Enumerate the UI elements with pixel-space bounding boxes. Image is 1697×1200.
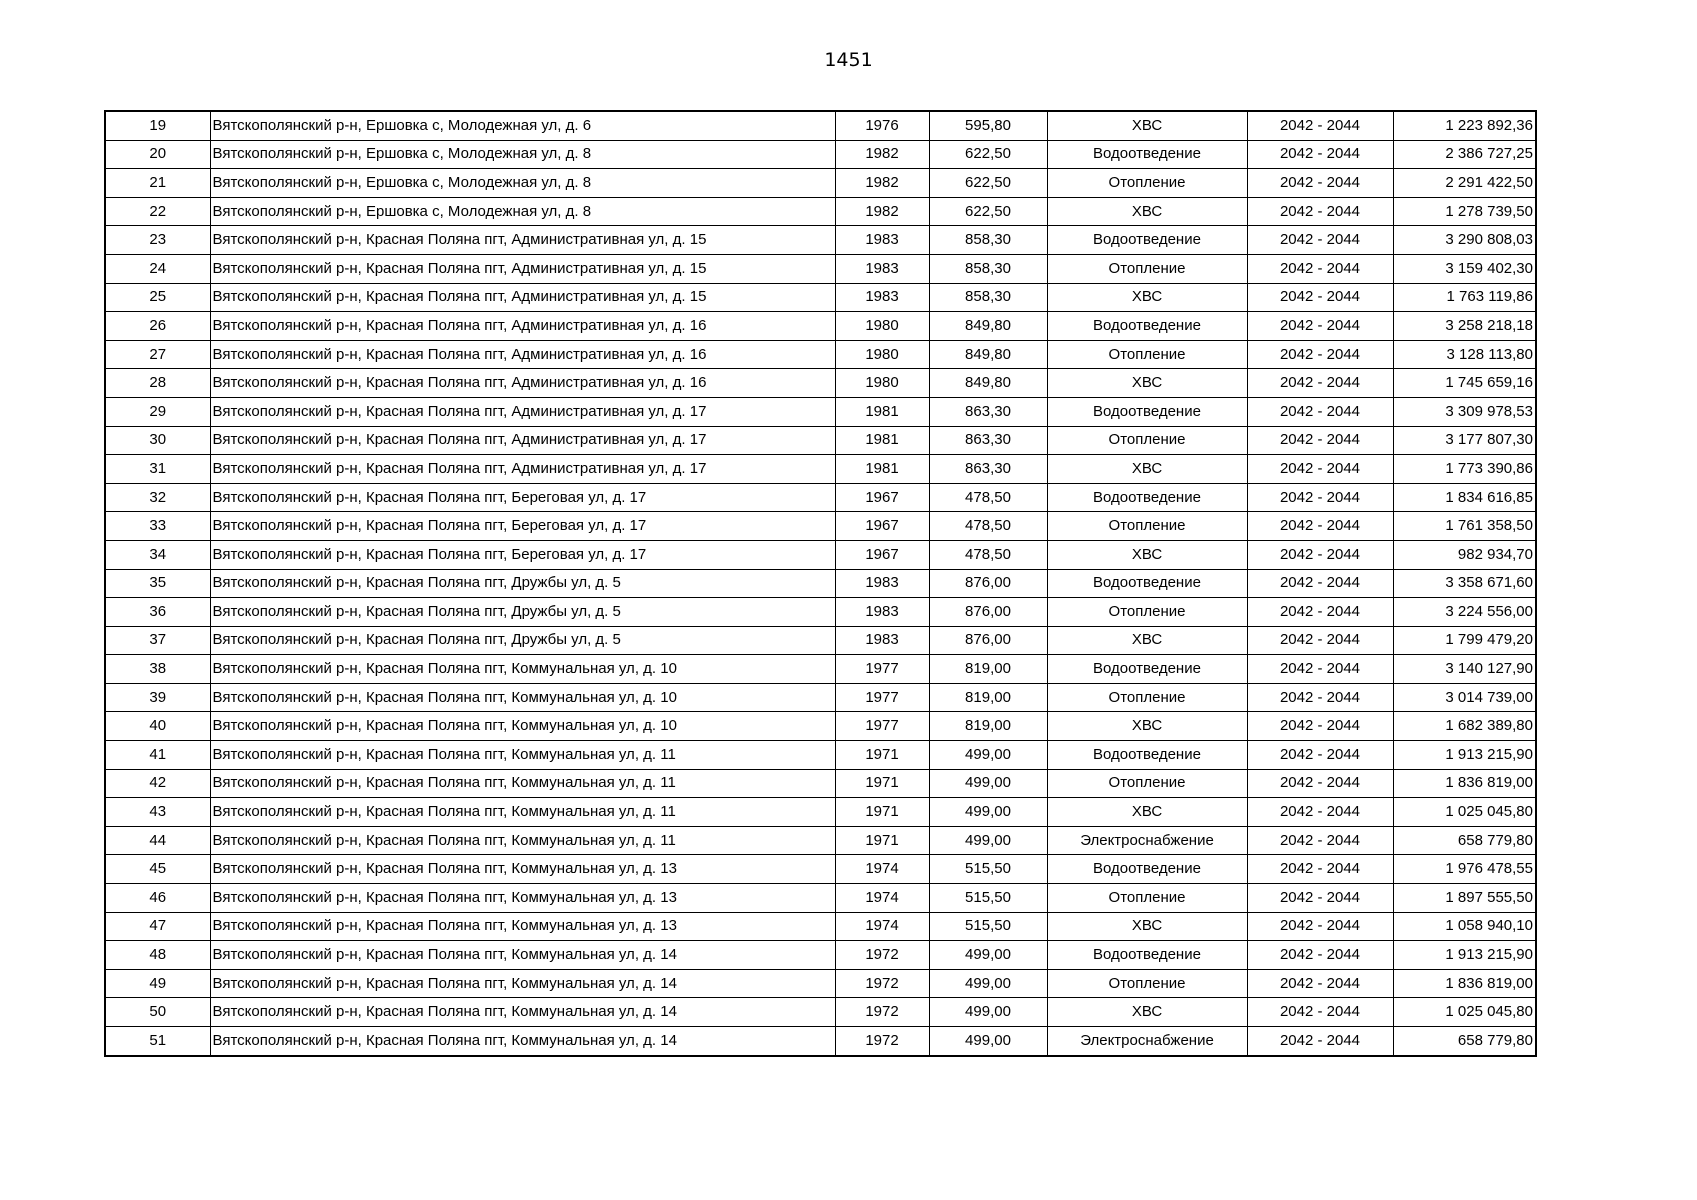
cost-cell: 1 773 390,86 (1393, 455, 1536, 484)
service-cell: Водоотведение (1047, 397, 1247, 426)
address-cell: Вятскополянский р-н, Ершовка с, Молодежная ул, д. 6 (210, 111, 835, 140)
cost-cell: 658 779,80 (1393, 1027, 1536, 1056)
period-cell: 2042 - 2044 (1247, 540, 1393, 569)
table-row (105, 683, 1536, 712)
row-number-cell: 45 (105, 855, 210, 884)
period-cell: 2042 - 2044 (1247, 140, 1393, 169)
year-cell: 1983 (835, 598, 929, 627)
area-cell: 858,30 (929, 254, 1047, 283)
service-cell: Отопление (1047, 512, 1247, 541)
period-cell: 2042 - 2044 (1247, 1027, 1393, 1056)
area-cell: 515,50 (929, 884, 1047, 913)
cost-cell: 1 834 616,85 (1393, 483, 1536, 512)
area-cell: 876,00 (929, 569, 1047, 598)
area-cell: 849,80 (929, 369, 1047, 398)
service-cell: Отопление (1047, 169, 1247, 198)
address-cell: Вятскополянский р-н, Красная Поляна пгт, Коммунальная ул, д. 13 (210, 884, 835, 913)
service-cell: Электроснабжение (1047, 1027, 1247, 1056)
address-cell: Вятскополянский р-н, Красная Поляна пгт, Административная ул, д. 15 (210, 226, 835, 255)
area-cell: 819,00 (929, 712, 1047, 741)
cost-cell: 1 745 659,16 (1393, 369, 1536, 398)
table-row (105, 655, 1536, 684)
period-cell: 2042 - 2044 (1247, 169, 1393, 198)
table-row (105, 111, 1536, 140)
year-cell: 1980 (835, 340, 929, 369)
table-row (105, 941, 1536, 970)
service-cell: ХВС (1047, 912, 1247, 941)
year-cell: 1972 (835, 1027, 929, 1056)
table-row (105, 312, 1536, 341)
area-cell: 819,00 (929, 683, 1047, 712)
service-cell: Водоотведение (1047, 569, 1247, 598)
row-number-cell: 24 (105, 254, 210, 283)
service-cell: Отопление (1047, 340, 1247, 369)
area-cell: 595,80 (929, 111, 1047, 140)
table-row (105, 855, 1536, 884)
period-cell: 2042 - 2044 (1247, 998, 1393, 1027)
area-cell: 499,00 (929, 741, 1047, 770)
service-cell: ХВС (1047, 369, 1247, 398)
address-cell: Вятскополянский р-н, Красная Поляна пгт, Коммунальная ул, д. 11 (210, 769, 835, 798)
row-number-cell: 35 (105, 569, 210, 598)
row-number-cell: 36 (105, 598, 210, 627)
year-cell: 1982 (835, 169, 929, 198)
year-cell: 1976 (835, 111, 929, 140)
cost-cell: 658 779,80 (1393, 826, 1536, 855)
year-cell: 1971 (835, 826, 929, 855)
service-cell: Водоотведение (1047, 226, 1247, 255)
year-cell: 1972 (835, 941, 929, 970)
cost-cell: 2 291 422,50 (1393, 169, 1536, 198)
address-cell: Вятскополянский р-н, Красная Поляна пгт, Коммунальная ул, д. 13 (210, 855, 835, 884)
table-row (105, 826, 1536, 855)
service-cell: ХВС (1047, 455, 1247, 484)
table-row (105, 769, 1536, 798)
area-cell: 863,30 (929, 426, 1047, 455)
row-number-cell: 30 (105, 426, 210, 455)
period-cell: 2042 - 2044 (1247, 683, 1393, 712)
service-cell: ХВС (1047, 998, 1247, 1027)
row-number-cell: 42 (105, 769, 210, 798)
area-cell: 499,00 (929, 826, 1047, 855)
service-cell: Отопление (1047, 683, 1247, 712)
period-cell: 2042 - 2044 (1247, 254, 1393, 283)
table-row (105, 197, 1536, 226)
year-cell: 1983 (835, 254, 929, 283)
table-row (105, 741, 1536, 770)
row-number-cell: 20 (105, 140, 210, 169)
period-cell: 2042 - 2044 (1247, 312, 1393, 341)
table-row (105, 340, 1536, 369)
period-cell: 2042 - 2044 (1247, 369, 1393, 398)
period-cell: 2042 - 2044 (1247, 712, 1393, 741)
area-cell: 858,30 (929, 283, 1047, 312)
area-cell: 515,50 (929, 912, 1047, 941)
service-cell: Отопление (1047, 769, 1247, 798)
year-cell: 1974 (835, 855, 929, 884)
service-cell: Электроснабжение (1047, 826, 1247, 855)
period-cell: 2042 - 2044 (1247, 798, 1393, 827)
cost-cell: 1 278 739,50 (1393, 197, 1536, 226)
table-row (105, 254, 1536, 283)
table-row (105, 540, 1536, 569)
period-cell: 2042 - 2044 (1247, 397, 1393, 426)
row-number-cell: 39 (105, 683, 210, 712)
cost-cell: 2 386 727,25 (1393, 140, 1536, 169)
row-number-cell: 22 (105, 197, 210, 226)
area-cell: 876,00 (929, 626, 1047, 655)
table-row (105, 712, 1536, 741)
service-cell: Отопление (1047, 598, 1247, 627)
cost-cell: 3 224 556,00 (1393, 598, 1536, 627)
cost-cell: 1 913 215,90 (1393, 941, 1536, 970)
address-cell: Вятскополянский р-н, Красная Поляна пгт, Дружбы ул, д. 5 (210, 626, 835, 655)
cost-cell: 1 836 819,00 (1393, 969, 1536, 998)
period-cell: 2042 - 2044 (1247, 655, 1393, 684)
area-cell: 499,00 (929, 941, 1047, 970)
row-number-cell: 41 (105, 741, 210, 770)
address-cell: Вятскополянский р-н, Красная Поляна пгт, Административная ул, д. 16 (210, 369, 835, 398)
address-cell: Вятскополянский р-н, Красная Поляна пгт, Коммунальная ул, д. 14 (210, 998, 835, 1027)
cost-cell: 1 836 819,00 (1393, 769, 1536, 798)
cost-cell: 3 159 402,30 (1393, 254, 1536, 283)
cost-cell: 1 025 045,80 (1393, 998, 1536, 1027)
period-cell: 2042 - 2044 (1247, 426, 1393, 455)
service-cell: Водоотведение (1047, 855, 1247, 884)
row-number-cell: 19 (105, 111, 210, 140)
table-row (105, 969, 1536, 998)
cost-cell: 3 309 978,53 (1393, 397, 1536, 426)
row-number-cell: 29 (105, 397, 210, 426)
service-cell: Водоотведение (1047, 655, 1247, 684)
area-cell: 863,30 (929, 455, 1047, 484)
table-row (105, 512, 1536, 541)
period-cell: 2042 - 2044 (1247, 626, 1393, 655)
year-cell: 1980 (835, 312, 929, 341)
year-cell: 1977 (835, 683, 929, 712)
address-cell: Вятскополянский р-н, Красная Поляна пгт, Административная ул, д. 17 (210, 397, 835, 426)
address-cell: Вятскополянский р-н, Красная Поляна пгт, Коммунальная ул, д. 10 (210, 712, 835, 741)
table-row (105, 598, 1536, 627)
period-cell: 2042 - 2044 (1247, 941, 1393, 970)
period-cell: 2042 - 2044 (1247, 826, 1393, 855)
cost-cell: 3 290 808,03 (1393, 226, 1536, 255)
service-cell: Водоотведение (1047, 941, 1247, 970)
table-row (105, 397, 1536, 426)
service-cell: Отопление (1047, 884, 1247, 913)
area-cell: 478,50 (929, 540, 1047, 569)
row-number-cell: 28 (105, 369, 210, 398)
table-row (105, 998, 1536, 1027)
row-number-cell: 38 (105, 655, 210, 684)
service-cell: Водоотведение (1047, 741, 1247, 770)
period-cell: 2042 - 2044 (1247, 111, 1393, 140)
year-cell: 1967 (835, 540, 929, 569)
cost-cell: 3 014 739,00 (1393, 683, 1536, 712)
cost-cell: 1 897 555,50 (1393, 884, 1536, 913)
period-cell: 2042 - 2044 (1247, 741, 1393, 770)
table-row (105, 369, 1536, 398)
service-cell: Отопление (1047, 969, 1247, 998)
area-cell: 819,00 (929, 655, 1047, 684)
cost-cell: 1 058 940,10 (1393, 912, 1536, 941)
year-cell: 1983 (835, 283, 929, 312)
area-cell: 478,50 (929, 483, 1047, 512)
cost-cell: 1 223 892,36 (1393, 111, 1536, 140)
period-cell: 2042 - 2044 (1247, 569, 1393, 598)
year-cell: 1983 (835, 626, 929, 655)
area-cell: 849,80 (929, 340, 1047, 369)
year-cell: 1983 (835, 569, 929, 598)
cost-cell: 3 140 127,90 (1393, 655, 1536, 684)
address-cell: Вятскополянский р-н, Красная Поляна пгт, Коммунальная ул, д. 11 (210, 798, 835, 827)
area-cell: 858,30 (929, 226, 1047, 255)
address-cell: Вятскополянский р-н, Ершовка с, Молодежная ул, д. 8 (210, 197, 835, 226)
address-cell: Вятскополянский р-н, Красная Поляна пгт, Коммунальная ул, д. 14 (210, 941, 835, 970)
year-cell: 1977 (835, 712, 929, 741)
period-cell: 2042 - 2044 (1247, 912, 1393, 941)
year-cell: 1982 (835, 197, 929, 226)
table-row (105, 569, 1536, 598)
service-cell: Отопление (1047, 426, 1247, 455)
service-cell: ХВС (1047, 197, 1247, 226)
row-number-cell: 46 (105, 884, 210, 913)
address-cell: Вятскополянский р-н, Красная Поляна пгт, Административная ул, д. 16 (210, 312, 835, 341)
row-number-cell: 37 (105, 626, 210, 655)
year-cell: 1983 (835, 226, 929, 255)
row-number-cell: 48 (105, 941, 210, 970)
address-cell: Вятскополянский р-н, Ершовка с, Молодежная ул, д. 8 (210, 169, 835, 198)
row-number-cell: 25 (105, 283, 210, 312)
address-cell: Вятскополянский р-н, Красная Поляна пгт, Административная ул, д. 16 (210, 340, 835, 369)
area-cell: 499,00 (929, 1027, 1047, 1056)
address-cell: Вятскополянский р-н, Красная Поляна пгт, Коммунальная ул, д. 11 (210, 741, 835, 770)
service-cell: ХВС (1047, 540, 1247, 569)
address-cell: Вятскополянский р-н, Красная Поляна пгт, Дружбы ул, д. 5 (210, 569, 835, 598)
area-cell: 499,00 (929, 769, 1047, 798)
table-row (105, 626, 1536, 655)
year-cell: 1974 (835, 912, 929, 941)
period-cell: 2042 - 2044 (1247, 598, 1393, 627)
table-row (105, 884, 1536, 913)
service-cell: Отопление (1047, 254, 1247, 283)
cost-cell: 1 682 389,80 (1393, 712, 1536, 741)
row-number-cell: 23 (105, 226, 210, 255)
service-cell: ХВС (1047, 283, 1247, 312)
period-cell: 2042 - 2044 (1247, 283, 1393, 312)
address-cell: Вятскополянский р-н, Красная Поляна пгт, Береговая ул, д. 17 (210, 512, 835, 541)
address-cell: Вятскополянский р-н, Красная Поляна пгт, Береговая ул, д. 17 (210, 540, 835, 569)
year-cell: 1982 (835, 140, 929, 169)
registry-body (105, 111, 1536, 1056)
year-cell: 1971 (835, 769, 929, 798)
row-number-cell: 34 (105, 540, 210, 569)
year-cell: 1981 (835, 397, 929, 426)
address-cell: Вятскополянский р-н, Красная Поляна пгт, Административная ул, д. 15 (210, 254, 835, 283)
period-cell: 2042 - 2044 (1247, 455, 1393, 484)
registry-table (104, 110, 1537, 1057)
service-cell: ХВС (1047, 798, 1247, 827)
address-cell: Вятскополянский р-н, Красная Поляна пгт, Административная ул, д. 15 (210, 283, 835, 312)
address-cell: Вятскополянский р-н, Красная Поляна пгт, Административная ул, д. 17 (210, 455, 835, 484)
cost-cell: 3 128 113,80 (1393, 340, 1536, 369)
address-cell: Вятскополянский р-н, Красная Поляна пгт, Коммунальная ул, д. 10 (210, 655, 835, 684)
row-number-cell: 50 (105, 998, 210, 1027)
year-cell: 1967 (835, 512, 929, 541)
address-cell: Вятскополянский р-н, Красная Поляна пгт, Административная ул, д. 17 (210, 426, 835, 455)
period-cell: 2042 - 2044 (1247, 884, 1393, 913)
area-cell: 876,00 (929, 598, 1047, 627)
area-cell: 622,50 (929, 197, 1047, 226)
row-number-cell: 21 (105, 169, 210, 198)
year-cell: 1981 (835, 455, 929, 484)
row-number-cell: 43 (105, 798, 210, 827)
area-cell: 863,30 (929, 397, 1047, 426)
cost-cell: 3 258 218,18 (1393, 312, 1536, 341)
cost-cell: 3 358 671,60 (1393, 569, 1536, 598)
table-row (105, 226, 1536, 255)
cost-cell: 982 934,70 (1393, 540, 1536, 569)
area-cell: 622,50 (929, 169, 1047, 198)
address-cell: Вятскополянский р-н, Красная Поляна пгт, Коммунальная ул, д. 13 (210, 912, 835, 941)
period-cell: 2042 - 2044 (1247, 197, 1393, 226)
address-cell: Вятскополянский р-н, Красная Поляна пгт, Коммунальная ул, д. 11 (210, 826, 835, 855)
period-cell: 2042 - 2044 (1247, 769, 1393, 798)
table-row (105, 483, 1536, 512)
address-cell: Вятскополянский р-н, Красная Поляна пгт, Дружбы ул, д. 5 (210, 598, 835, 627)
row-number-cell: 27 (105, 340, 210, 369)
period-cell: 2042 - 2044 (1247, 855, 1393, 884)
year-cell: 1972 (835, 969, 929, 998)
table-row (105, 912, 1536, 941)
cost-cell: 1 025 045,80 (1393, 798, 1536, 827)
table-row (105, 1027, 1536, 1056)
row-number-cell: 31 (105, 455, 210, 484)
table-row (105, 455, 1536, 484)
period-cell: 2042 - 2044 (1247, 512, 1393, 541)
area-cell: 499,00 (929, 798, 1047, 827)
page-number: 1451 (824, 49, 873, 71)
address-cell: Вятскополянский р-н, Ершовка с, Молодежная ул, д. 8 (210, 140, 835, 169)
period-cell: 2042 - 2044 (1247, 340, 1393, 369)
service-cell: Водоотведение (1047, 483, 1247, 512)
address-cell: Вятскополянский р-н, Красная Поляна пгт, Коммунальная ул, д. 14 (210, 969, 835, 998)
service-cell: ХВС (1047, 626, 1247, 655)
row-number-cell: 32 (105, 483, 210, 512)
year-cell: 1974 (835, 884, 929, 913)
address-cell: Вятскополянский р-н, Красная Поляна пгт, Береговая ул, д. 17 (210, 483, 835, 512)
cost-cell: 3 177 807,30 (1393, 426, 1536, 455)
row-number-cell: 26 (105, 312, 210, 341)
year-cell: 1967 (835, 483, 929, 512)
year-cell: 1977 (835, 655, 929, 684)
year-cell: 1971 (835, 741, 929, 770)
row-number-cell: 40 (105, 712, 210, 741)
table-row (105, 283, 1536, 312)
year-cell: 1980 (835, 369, 929, 398)
year-cell: 1981 (835, 426, 929, 455)
area-cell: 478,50 (929, 512, 1047, 541)
cost-cell: 1 799 479,20 (1393, 626, 1536, 655)
year-cell: 1971 (835, 798, 929, 827)
row-number-cell: 33 (105, 512, 210, 541)
service-cell: Водоотведение (1047, 140, 1247, 169)
period-cell: 2042 - 2044 (1247, 969, 1393, 998)
cost-cell: 1 763 119,86 (1393, 283, 1536, 312)
area-cell: 622,50 (929, 140, 1047, 169)
service-cell: Водоотведение (1047, 312, 1247, 341)
address-cell: Вятскополянский р-н, Красная Поляна пгт, Коммунальная ул, д. 10 (210, 683, 835, 712)
area-cell: 515,50 (929, 855, 1047, 884)
row-number-cell: 47 (105, 912, 210, 941)
year-cell: 1972 (835, 998, 929, 1027)
row-number-cell: 44 (105, 826, 210, 855)
table-row (105, 169, 1536, 198)
table-row (105, 426, 1536, 455)
service-cell: ХВС (1047, 712, 1247, 741)
table-row (105, 140, 1536, 169)
row-number-cell: 51 (105, 1027, 210, 1056)
area-cell: 499,00 (929, 998, 1047, 1027)
area-cell: 849,80 (929, 312, 1047, 341)
cost-cell: 1 761 358,50 (1393, 512, 1536, 541)
row-number-cell: 49 (105, 969, 210, 998)
service-cell: ХВС (1047, 111, 1247, 140)
table-row (105, 798, 1536, 827)
cost-cell: 1 913 215,90 (1393, 741, 1536, 770)
period-cell: 2042 - 2044 (1247, 226, 1393, 255)
period-cell: 2042 - 2044 (1247, 483, 1393, 512)
address-cell: Вятскополянский р-н, Красная Поляна пгт, Коммунальная ул, д. 14 (210, 1027, 835, 1056)
cost-cell: 1 976 478,55 (1393, 855, 1536, 884)
area-cell: 499,00 (929, 969, 1047, 998)
